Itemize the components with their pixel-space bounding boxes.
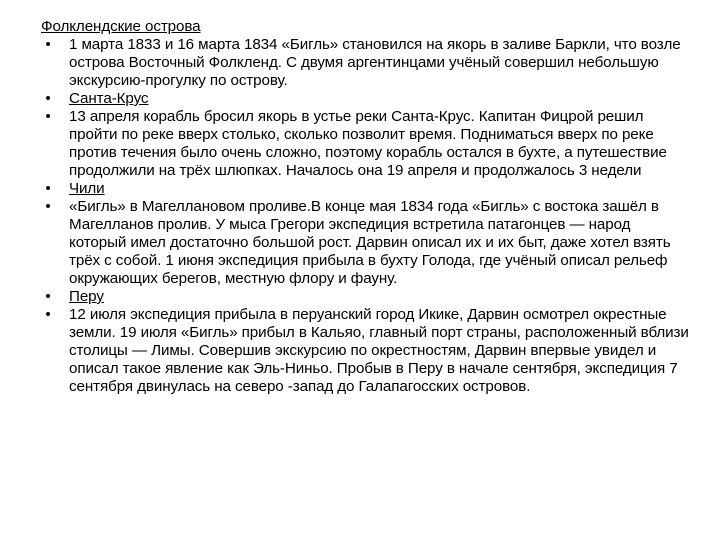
list-item-santa-cruz-text [41,108,691,180]
bullet-icon: • [45,180,51,197]
slide-content [41,18,691,396]
chile-link[interactable]: Чили [69,180,105,197]
list-item-text: 12 июля экспедиция прибыла в перуанский город Икике, Дарвин осмотрел окрестные земли. 19 июля «Бигль» прибыл в Кальяо, главный порт страны, расположенный вблизи столицы — Лимы. Совершив экскурсию по окрестностям, Дарвин впервые увидел и описал такое явление как Эль-Ниньо. Пробыв в Перу в начале сентября, экспедиция 7 сентября двинулась на северо -запад до Галапагосских островов. [69,306,689,395]
list-item-peru-heading [41,288,691,306]
bullet-list [41,36,691,396]
list-item-chile-text [41,198,691,288]
peru-link[interactable]: Перу [69,288,104,305]
bullet-icon: • [45,36,51,53]
list-item-falkland-text [41,36,691,90]
list-item-chile-heading [41,180,691,198]
bullet-icon: • [45,306,51,323]
santa-cruz-link[interactable]: Санта-Крус [69,90,149,107]
heading-falkland-islands[interactable]: Фолклендские острова [41,18,201,35]
list-item-santa-cruz-heading [41,90,691,108]
bullet-icon: • [45,288,51,305]
bullet-icon: • [45,198,51,215]
list-item-peru-text [41,306,691,396]
bullet-icon: • [45,90,51,107]
list-item-text: 13 апреля корабль бросил якорь в устье реки Санта-Крус. Капитан Фицрой решил пройти по реке вверх столько, сколько позволит время. Подниматься вверх по реке против течения было очень сложно, поэтому корабль остался в бухте, а путешествие продолжили на трёх шлюпках. Началось она 19 апреля и продолжалось 3 недели [69,108,667,179]
list-item-text: «Бигль» в Магеллановом проливе.В конце мая 1834 года «Бигль» с востока зашёл в Магелланов пролив. У мыса Грегори экспедиция встретила патагонцев — народ который имел достаточно большой рост. Дарвин описал их и их быт, даже хотел взять трёх с собой. 1 июня экспедиция прибыла в бухту Голода, где учёный описал рельеф окружающих берегов, местную флору и фауну. [69,198,671,287]
list-item-text: 1 марта 1833 и 16 марта 1834 «Бигль» становился на якорь в заливе Баркли, что возле острова Восточный Фолкленд. С двумя аргентинцами учёный совершил небольшую экскурсию-прогулку по острову. [69,36,681,89]
bullet-icon: • [45,108,51,125]
